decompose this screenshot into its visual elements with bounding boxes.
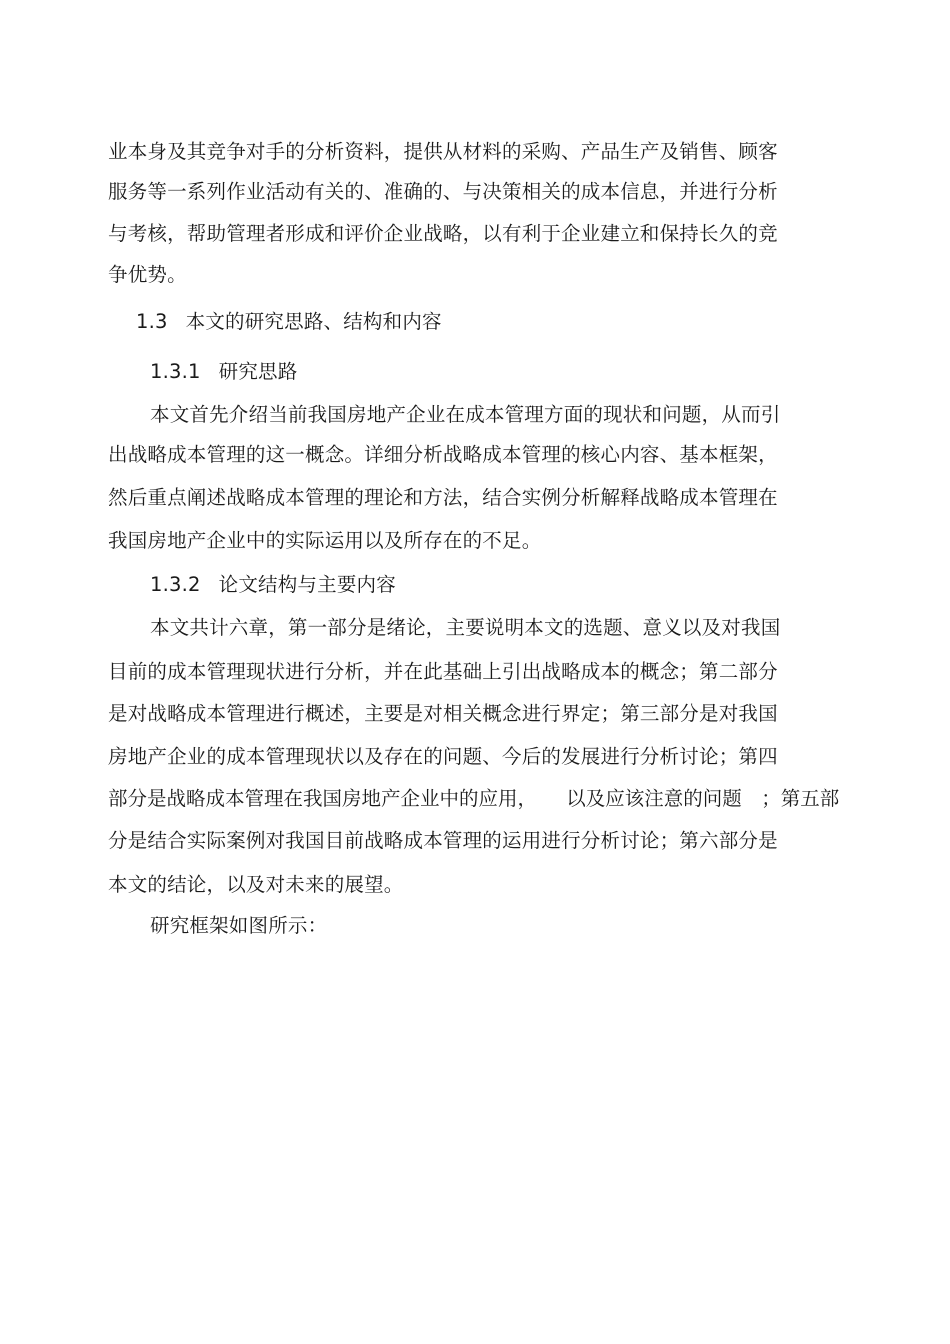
paragraph-line: 部分是战略成本管理在我国房地产企业中的应用， 以及应该注意的问题 ；第五部 — [108, 787, 840, 810]
section-number: 1.3.2 — [150, 573, 201, 596]
section-number: 1.3 — [136, 310, 168, 333]
section-heading-1-3-1 — [150, 359, 297, 385]
paragraph-line: 研究框架如图所示： — [150, 914, 328, 937]
section-number: 1.3.1 — [150, 360, 201, 383]
paragraph-line: 争优势。 — [108, 263, 187, 286]
section-heading-1-3 — [136, 309, 442, 335]
paragraph-line: 本文首先介绍当前我国房地产企业在成本管理方面的现状和问题，从而引 — [150, 403, 781, 426]
paragraph-line: 服务等一系列作业活动有关的、准确的、与决策相关的成本信息，并进行分析 — [108, 180, 778, 203]
section-title: 论文结构与主要内容 — [218, 573, 396, 596]
paragraph-line: 本文的结论，以及对未来的展望。 — [108, 873, 404, 896]
section-title: 研究思路 — [218, 360, 298, 383]
paragraph-line: 本文共计六章，第一部分是绪论，主要说明本文的选题、意义以及对我国 — [150, 616, 781, 639]
paragraph-line: 出战略成本管理的这一概念。详细分析战略成本管理的核心内容、基本框架， — [108, 443, 778, 466]
paragraph-line: 房地产企业的成本管理现状以及存在的问题、今后的发展进行分析讨论；第四 — [108, 745, 778, 768]
paragraph-line: 与考核，帮助管理者形成和评价企业战略，以有利于企业建立和保持长久的竞 — [108, 222, 778, 245]
paragraph-line: 我国房地产企业中的实际运用以及所存在的不足。 — [108, 529, 542, 552]
section-title: 本文的研究思路、结构和内容 — [185, 310, 442, 333]
paragraph-line: 分是结合实际案例对我国目前战略成本管理的运用进行分析讨论；第六部分是 — [108, 829, 778, 852]
paragraph-line: 是对战略成本管理进行概述，主要是对相关概念进行界定；第三部分是对我国 — [108, 702, 778, 725]
paragraph-line: 然后重点阐述战略成本管理的理论和方法，结合实例分析解释战略成本管理在 — [108, 486, 778, 509]
section-heading-1-3-2 — [150, 572, 396, 598]
paragraph-line: 业本身及其竞争对手的分析资料，提供从材料的采购、产品生产及销售、顾客 — [108, 140, 778, 163]
paragraph-line: 目前的成本管理现状进行分析，并在此基础上引出战略成本的概念；第二部分 — [108, 660, 778, 683]
